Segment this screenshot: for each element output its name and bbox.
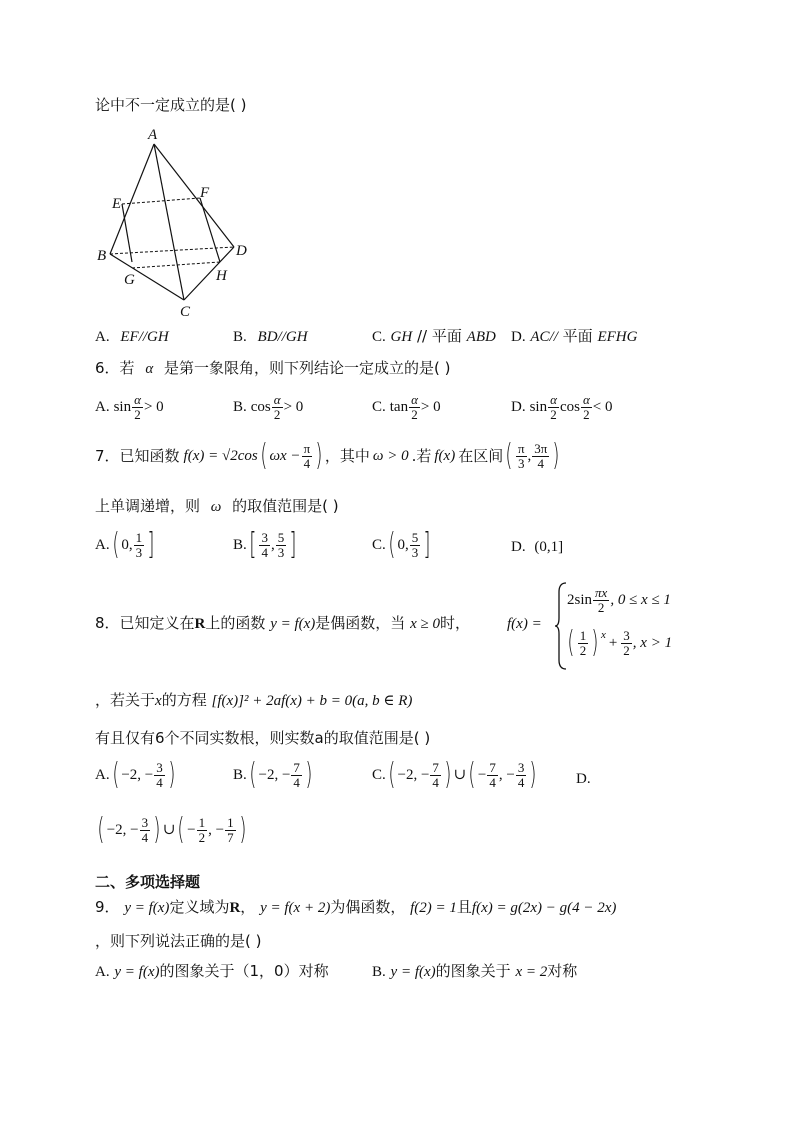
q7-option-c[interactable]: C. ( 0, $\frac{5}{3}$ ] — [372, 527, 431, 562]
q7-option-b[interactable]: B. [ $\frac{3}{4}$ , $\frac{5}{3}$ ] — [233, 527, 297, 562]
piecewise-case-2: ( $\frac{1}{2}$ ) x + $\frac{3}{2}$ , x > 1 — [567, 625, 673, 660]
q9-option-a[interactable]: A. y = f(x)的图象关于（1，0）对称 — [95, 962, 329, 980]
label-b: B — [97, 248, 107, 264]
edge-ad — [154, 144, 234, 247]
q9-stem-line2: ，则下列说法正确的是( ) — [95, 932, 262, 950]
label-h: H — [216, 268, 227, 284]
q7-option-a[interactable]: A. ( 0, $\frac{1}{3}$ ] — [95, 527, 155, 562]
q6-option-a[interactable]: A. sin $\frac{\alpha}{2}$ > 0 — [95, 392, 164, 422]
q6-option-d[interactable]: D. sin $\frac{\alpha}{2}$ cos $\frac{\alpha}{2}$ < 0 — [511, 392, 613, 422]
q8-fx-label: f(x) = — [507, 616, 542, 632]
label-e: E — [112, 196, 122, 212]
q8-option-d-label[interactable]: D. — [576, 771, 591, 787]
q8-option-a[interactable]: A. ( −2, − $\frac{3}{4}$ ) — [95, 757, 176, 792]
q7-stem-line2: 上单调递增，则 ω 的取值范围是( ) — [95, 497, 339, 515]
section-heading: 二、多项选择题 — [95, 873, 201, 891]
q6-option-b[interactable]: B. cos $\frac{\alpha}{2}$ > 0 — [233, 392, 304, 422]
tetrahedron-figure — [92, 122, 262, 322]
q5-option-b[interactable]: B. BD//GH — [233, 329, 308, 345]
edge-fh — [200, 198, 220, 262]
label-f: F — [200, 185, 210, 201]
edge-gh-dashed — [132, 262, 220, 268]
q8-option-c[interactable]: C. ( −2, − $\frac{7}{4}$ ) ∪ ( − $\frac{7}{4}$ , − $\frac{3}{4}$ ) — [372, 757, 537, 792]
edge-bc — [110, 254, 184, 300]
edge-ef-dashed — [122, 198, 200, 204]
q8-stem-line2: ，若关于x的方程 [f(x)]² + 2af(x) + b = 0(a, b ∈ R) — [95, 691, 413, 709]
q8-option-d[interactable]: ( −2, − $\frac{3}{4}$ ) ∪ ( − $\frac{1}{2}$ , − $\frac{1}{7}$ ) — [97, 812, 246, 847]
q7-option-d[interactable]: D. (0,1] — [511, 539, 564, 555]
q6-option-c[interactable]: C. tan $\frac{\alpha}{2}$ > 0 — [372, 392, 441, 422]
q8-option-b[interactable]: B. ( −2, − $\frac{7}{4}$ ) — [233, 757, 313, 792]
piecewise-case-1: 2sin $\frac{\pi x}{2}$ , 0 ≤ x ≤ 1 — [567, 585, 671, 615]
q8-stem: 8．已知定义在R上的函数 y = f(x)是偶函数，当 x ≥ 0时， — [95, 614, 470, 632]
q9-option-b[interactable]: B. y = f(x)的图象关于 x = 2对称 — [372, 962, 578, 980]
q5-option-d[interactable]: D. AC// 平面 EFHG — [511, 327, 638, 345]
q5-option-a[interactable]: A. EF//GH — [95, 329, 169, 345]
label-g: G — [124, 272, 135, 288]
q5-stem-tail: 论中不一定成立的是( ) — [95, 96, 247, 114]
q6-stem: 6．若 α 是第一象限角，则下列结论一定成立的是( ) — [95, 359, 451, 377]
label-c: C — [180, 304, 191, 320]
edge-ac — [154, 144, 184, 300]
q5-option-c[interactable]: C. GH // 平面 ABD — [372, 327, 496, 345]
label-d: D — [236, 243, 247, 259]
q9-stem: 9． y = f(x)定义域为R， y = f(x + 2)为偶函数， f(2) = 1且f(x) = g(2x) − g(4 − 2x) — [95, 898, 617, 916]
q8-stem-line3: 有且仅有6个不同实数根，则实数a的取值范围是( ) — [95, 729, 431, 747]
q7-stem: 7．已知函数 f(x) = √2cos ( ωx − $\frac{\pi}{4}$ ) ，其中 ω > 0 .若 f(x) 在区间 ( $\frac{\pi}{3}$ , $\frac{3\pi}{4}$ ) — [95, 438, 560, 473]
edge-bd-dashed — [110, 247, 234, 254]
label-a: A — [148, 127, 158, 143]
